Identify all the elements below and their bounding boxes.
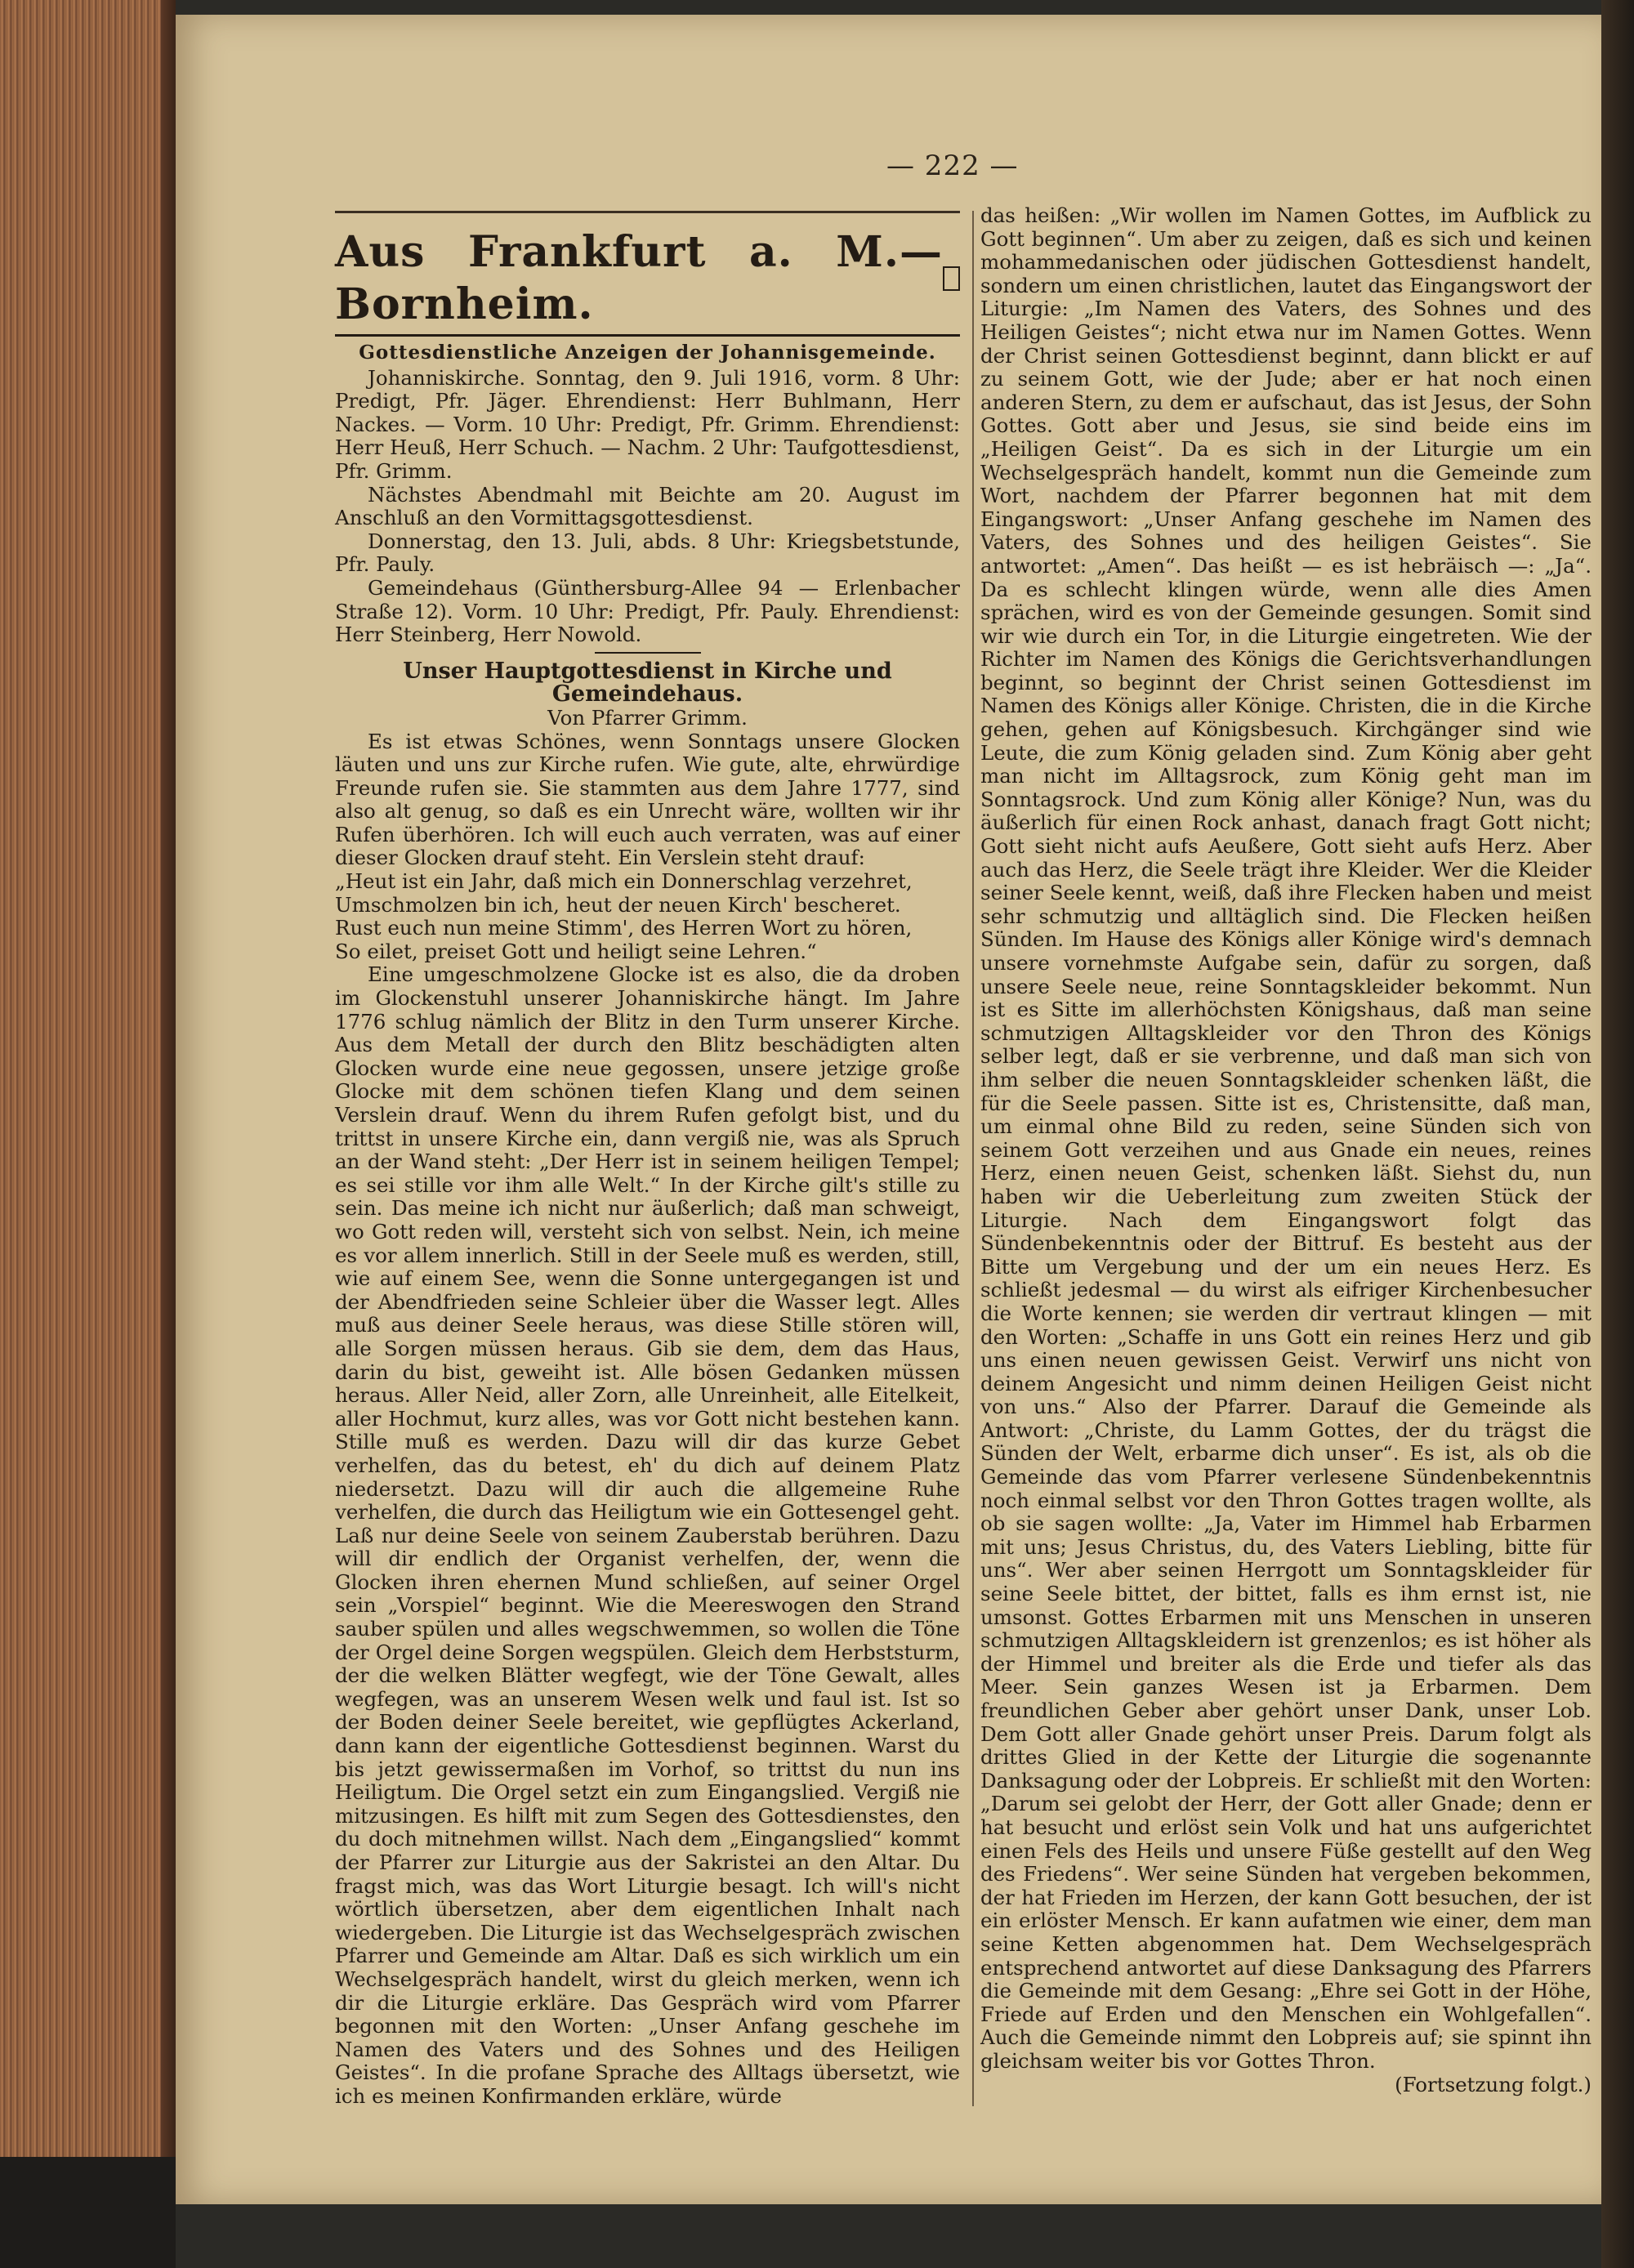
masthead bbox=[335, 226, 960, 331]
article-paragraph: Es ist etwas Schönes, wenn Sonntags unsere Glocken läuten und uns zur Kirche rufen. Wie gute, alte, ehrwürdige Freunde rufen sie. Sie stammten aus dem Jahre 1777, sind also alt genug, so daß es ein Unrecht wäre, wollten wir ihr Rufen überhören. Ich will euch auch verraten, was auf einer dieser Glocken drauf steht. Ein Verslein steht drauf: bbox=[335, 729, 960, 870]
article-paragraph: das heißen: „Wir wollen im Namen Gottes, im Aufblick zu Gott beginnen“. Um aber zu zeigen, daß es sich und keinen mohammedanischen oder jüdischen Gottesdienst handelt, sondern um einen christlichen, lautet das Eingangswort der Liturgie: „Im Namen des Vaters, des Sohnes und des Heiligen Geistes“; nicht etwa nur im Namen Gottes. Wenn der Christ seinen Gottesdienst beginnt, dann blickt er auf zu seinem Gott, wie der Jude; aber er hat noch einen anderen Stern, zu dem er aufschaut, das ist Jesus, der Sohn Gottes. Gott aber und Jesus, sie sind beide eins im „Heiligen Geist“. Da es sich in der Liturgie um ein Wechselgespräch handelt, kommt nun die Gemeinde zum Wort, nachdem der Pfarrer begonnen hat mit dem Eingangswort: „Unser Anfang geschehe im Namen des Vaters, des Sohnes und des heiligen Geistes“. Sie antwortet: „Amen“. Das heißt — es ist hebräisch —: „Ja“. Da es schlecht klingen würde, wenn alle dies Amen sprächen, wird es von der Gemeinde gesungen. Somit sind wir wie durch ein Tor, in die Liturgie eingetreten. Wie der Richter im Namen des Königs die Gerichtsverhandlungen beginnt, so beginnt der Christ seinen Gottesdienst im Namen des Königs aller Könige. Christen, die in die Kirche gehen, gehen auf Königsbesuch. Kirchgänger sind wie Leute, die zum König geladen sind. Zum König aber geht man nicht im Alltagsrock, zum König geht man im Sonntagsrock. Und zum König aller Könige? Nun, was du äußerlich für einen Rock anhast, danach fragt Gott nicht; Gott sieht nicht aufs Aeußere, Gott sieht aufs Herz. Aber auch das Herz, die Seele trägt ihre Kleider. Wer die Kleider seiner Seele kennt, weiß, daß ihre Flecken haben und meist sehr schmutzig und alltäglich sind. Die Flecken heißen Sünden. Im Hause des Königs aller Könige wird's demnach unsere vornehmste Aufgabe sein, dafür zu sorgen, daß unsere Seele neue, reine Sonntagskleider bekommt. Nun ist es Sitte im allerhöchsten Königshaus, daß man seine schmutzigen Alltagskleider vor den Thron des Königs selber legt, daß er sie verbrenne, und daß man sich von ihm selber die neuen Sonntagskleider schenken läßt, die für die Seele passen. Sitte ist es, Christensitte, daß man, um einmal ohne Bild zu reden, seine Sünden sich von seinem Gott verzeihen und aus Gnade ein neues, reines Herz, einen neuen Geist, schenken läßt. Siehst du, nun haben wir die Ueberleitung zum zweiten Stück der Liturgie. Nach dem Eingangswort folgt das Sündenbekenntnis oder der Bittruf. Es besteht aus der Bitte um Vergebung und der um ein neues Herz. Es schließt jedesmal — du wirst als eifriger Kirchenbesucher die Worte kennen; sie werden dir vertraut klingen — mit den Worten: „Schaffe in uns Gott ein reines Herz und gib uns einen neuen gewissen Geist. Verwirf uns nicht von deinem Angesicht und nimm deinen Heiligen Geist nicht von uns.“ Also der Pfarrer. Darauf die Gemeinde als Antwort: „Christe, du Lamm Gottes, der du trägst die Sünden der Welt, erbarme dich unser“. Es ist, als ob die Gemeinde das vom Pfarrer verlesene Sündenbekenntnis noch einmal selbst vor den Thron Gottes tragen wollte, als ob sie sagen wollte: „Ja, Vater im Himmel hab Erbarmen mit uns; Jesus Christus, du, des Vaters Liebling, bitte für uns“. Wer aber seinen Herrgott um Sonntagskleider für seine Seele bittet, der bittet, falls es ihm ernst ist, nie umsonst. Gottes Erbarmen mit uns Menschen in unseren schmutzigen Alltagskleidern ist grenzenlos; es ist höher als der Himmel und breiter als die Erde und tiefer als das Meer. Sein ganzes Wesen ist ja Erbarmen. Dem freundlichen Geber aber gehört unser Dank, unser Lob. Dem Gott aller Gnade gehört unser Preis. Darum folgt als drittes Glied in der Kette der Liturgie die sogenannte Danksagung oder der Lobpreis. Er schließt mit den Worten: „Darum sei gelobt der Herr, der Gott aller Gnade; denn er hat besucht und erlöst sein Volk und hat uns aufgerichtet einen Fels des Heils und unsere Füße gestellt auf den Weg des Friedens“. Wer seine Sünden hat vergeben bekommen, der hat Frieden im Herzen, der kann Gott besuchen, der ist ein erlöster Mensch. Er kann aufatmen wie einer, dem man seine Ketten abgenommen hat. Dem Wechselgespräch entsprechend antwortet auf diese Danksagung des Pfarrers die Gemeinde mit dem Gesang: „Ehre sei Gott in der Höhe, Friede auf Erden und den Menschen ein Wohlgefallen“. Auch die Gemeinde nimmt den Lobpreis auf; sie spinnt ihn gleichsam weiter bis vor Gottes Thron. bbox=[980, 203, 1592, 2073]
verse-line: „Heut ist ein Jahr, daß mich ein Donnerschlag verzehret, bbox=[335, 869, 913, 894]
verse-line: Umschmolzen bin ich, heut der neuen Kirch' bescheret. bbox=[335, 892, 901, 917]
masthead-rule bbox=[335, 334, 960, 337]
announcement-item: Donnerstag, den 13. Juli, abds. 8 Uhr: Kriegsbetstunde, Pfr. Pauly. bbox=[335, 529, 960, 577]
continuation-note: (Fortsetzung folgt.) bbox=[1395, 2072, 1592, 2096]
announcement-item: Gemeindehaus (Günthersburg-Allee 94 — Erlenbacher Straße 12). Vorm. 10 Uhr: Predigt, Pfr. Pauly. Ehrendienst: Herr Steinberg, Herr Nowold. bbox=[335, 575, 960, 647]
top-rule bbox=[335, 211, 960, 213]
article-byline: Von Pfarrer Grimm. bbox=[547, 705, 748, 730]
masthead-mark-icon bbox=[943, 266, 960, 291]
page-number: — 222 — bbox=[886, 150, 1019, 182]
verse-line: So eilet, preiset Gott und heiligt seine Lehren.“ bbox=[335, 939, 817, 963]
right-column bbox=[980, 204, 1592, 2096]
section-rule bbox=[595, 652, 701, 654]
verse-line: Rust euch nun meine Stimm', des Herren Wort zu hören, bbox=[335, 916, 913, 940]
background-right bbox=[1601, 0, 1634, 2268]
announcements-heading: Gottesdienstliche Anzeigen der Johannisgemeinde. bbox=[359, 342, 936, 364]
article-heading: Unser Hauptgottesdienst in Kirche und Gemeindehaus. bbox=[403, 658, 892, 708]
masthead-title: Aus Frankfurt a. M.—Bornheim. bbox=[335, 227, 943, 329]
book-page-edges bbox=[0, 0, 176, 2268]
article-paragraph: Eine umgeschmolzene Glocke ist es also, die da droben im Glockenstuhl unserer Johanniskirche hängt. Im Jahre 1776 schlug nämlich der Blitz in den Turm unserer Kirche. Aus dem Metall der durch den Blitz beschädigten alten Glocken wurde eine neue gegossen, unsere jetzige große Glocke mit dem schönen tiefen Klang und dem seinen Verslein drauf. Wenn du ihrem Rufen gefolgt bist, und du trittst in unsere Kirche ein, dann vergiß nie, was als Spruch an der Wand steht: „Der Herr ist in seinem heiligen Tempel; es sei stille vor ihm alle Welt.“ In der Kirche gilt's stille zu sein. Das meine ich nicht nur äußerlich; daß man schweigt, wo Gott reden will, versteht sich von selbst. Nein, ich meine es vor allem innerlich. Still in der Seele muß es werden, still, wie auf einem See, wenn die Sonne untergegangen ist und der Abendfrieden seine Schleier über die Wasser legt. Alles muß aus deiner Seele heraus, was diese Stille stören will, alle Sorgen müssen heraus. Gib sie dem, dem das Haus, darin du bist, geweiht ist. Alle bösen Gedanken müssen heraus. Aller Neid, aller Zorn, alle Unreinheit, alle Eitelkeit, aller Hochmut, kurz alles, was vor Gott nicht bestehen kann. Stille muß es werden. Dazu will dir das kurze Gebet verhelfen, das du betest, eh' du dich auf deinem Platz niedersetzt. Dazu will dir auch die allgemeine Ruhe verhelfen, die durch das Heiligtum wie ein Gottesengel geht. Laß nur deine Seele von seinem Zauberstab berühren. Dazu will dir endlich der Organist verhelfen, der, wenn die Glocken ihren ehernen Mund schließen, auf seiner Orgel sein „Vorspiel“ beginnt. Wie die Meereswogen den Strand sauber spülen und alles wegschwemmen, so wollen die Töne der Orgel deine Sorgen wegspülen. Gleich dem Herbststurm, der die welken Blätter wegfegt, wie der Töne Gewalt, alles wegfegen, was an unserem Wesen welk und faul ist. Ist so der Boden deiner Seele bereitet, wie gepflügtes Ackerland, dann kann der eigentliche Gottesdienst beginnen. Warst du bis jetzt gewissermaßen im Vorhof, so trittst du nun ins Heiligtum. Die Orgel setzt ein zum Eingangslied. Vergiß nie mitzusingen. Es hilft mit zum Segen des Gottesdienstes, den du doch mitnehmen willst. Nach dem „Eingangslied“ kommt der Pfarrer zur Liturgie aus der Sakristei an den Altar. Du fragst mich, was das Wort Liturgie besagt. Ich will's nicht wörtlich übersetzen, aber dem eigentlichen Inhalt nach wiedergeben. Die Liturgie ist das Wechselgespräch zwischen Pfarrer und Gemeinde am Altar. Daß es sich wirklich um ein Wechselgespräch handelt, wirst du gleich merken, wenn ich dir die Liturgie erkläre. Das Gespräch wird vom Pfarrer begonnen mit den Worten: „Unser Anfang geschehe im Namen des Vaters und des Sohnes und des Heiligen Geistes“. In die profane Sprache des Alltags übersetzt, wie ich es meinen Konfirmanden erkläre, würde bbox=[335, 962, 960, 2108]
book-binding bbox=[0, 2157, 176, 2268]
announcement-item: Nächstes Abendmahl mit Beichte am 20. August im Anschluß an den Vormittagsgottesdienst. bbox=[335, 482, 960, 530]
newspaper-page bbox=[176, 15, 1601, 2204]
announcement-item: Johanniskirche. Sonntag, den 9. Juli 1916, vorm. 8 Uhr: Predigt, Pfr. Jäger. Ehrendienst: Herr Buhlmann, Herr Nackes. — Vorm. 10 Uhr: Predigt, Pfr. Grimm. Ehrendienst: Herr Heuß, Herr Schuch. — Nachm. 2 Uhr: Taufgottesdienst, Pfr. Grimm. bbox=[335, 365, 960, 483]
